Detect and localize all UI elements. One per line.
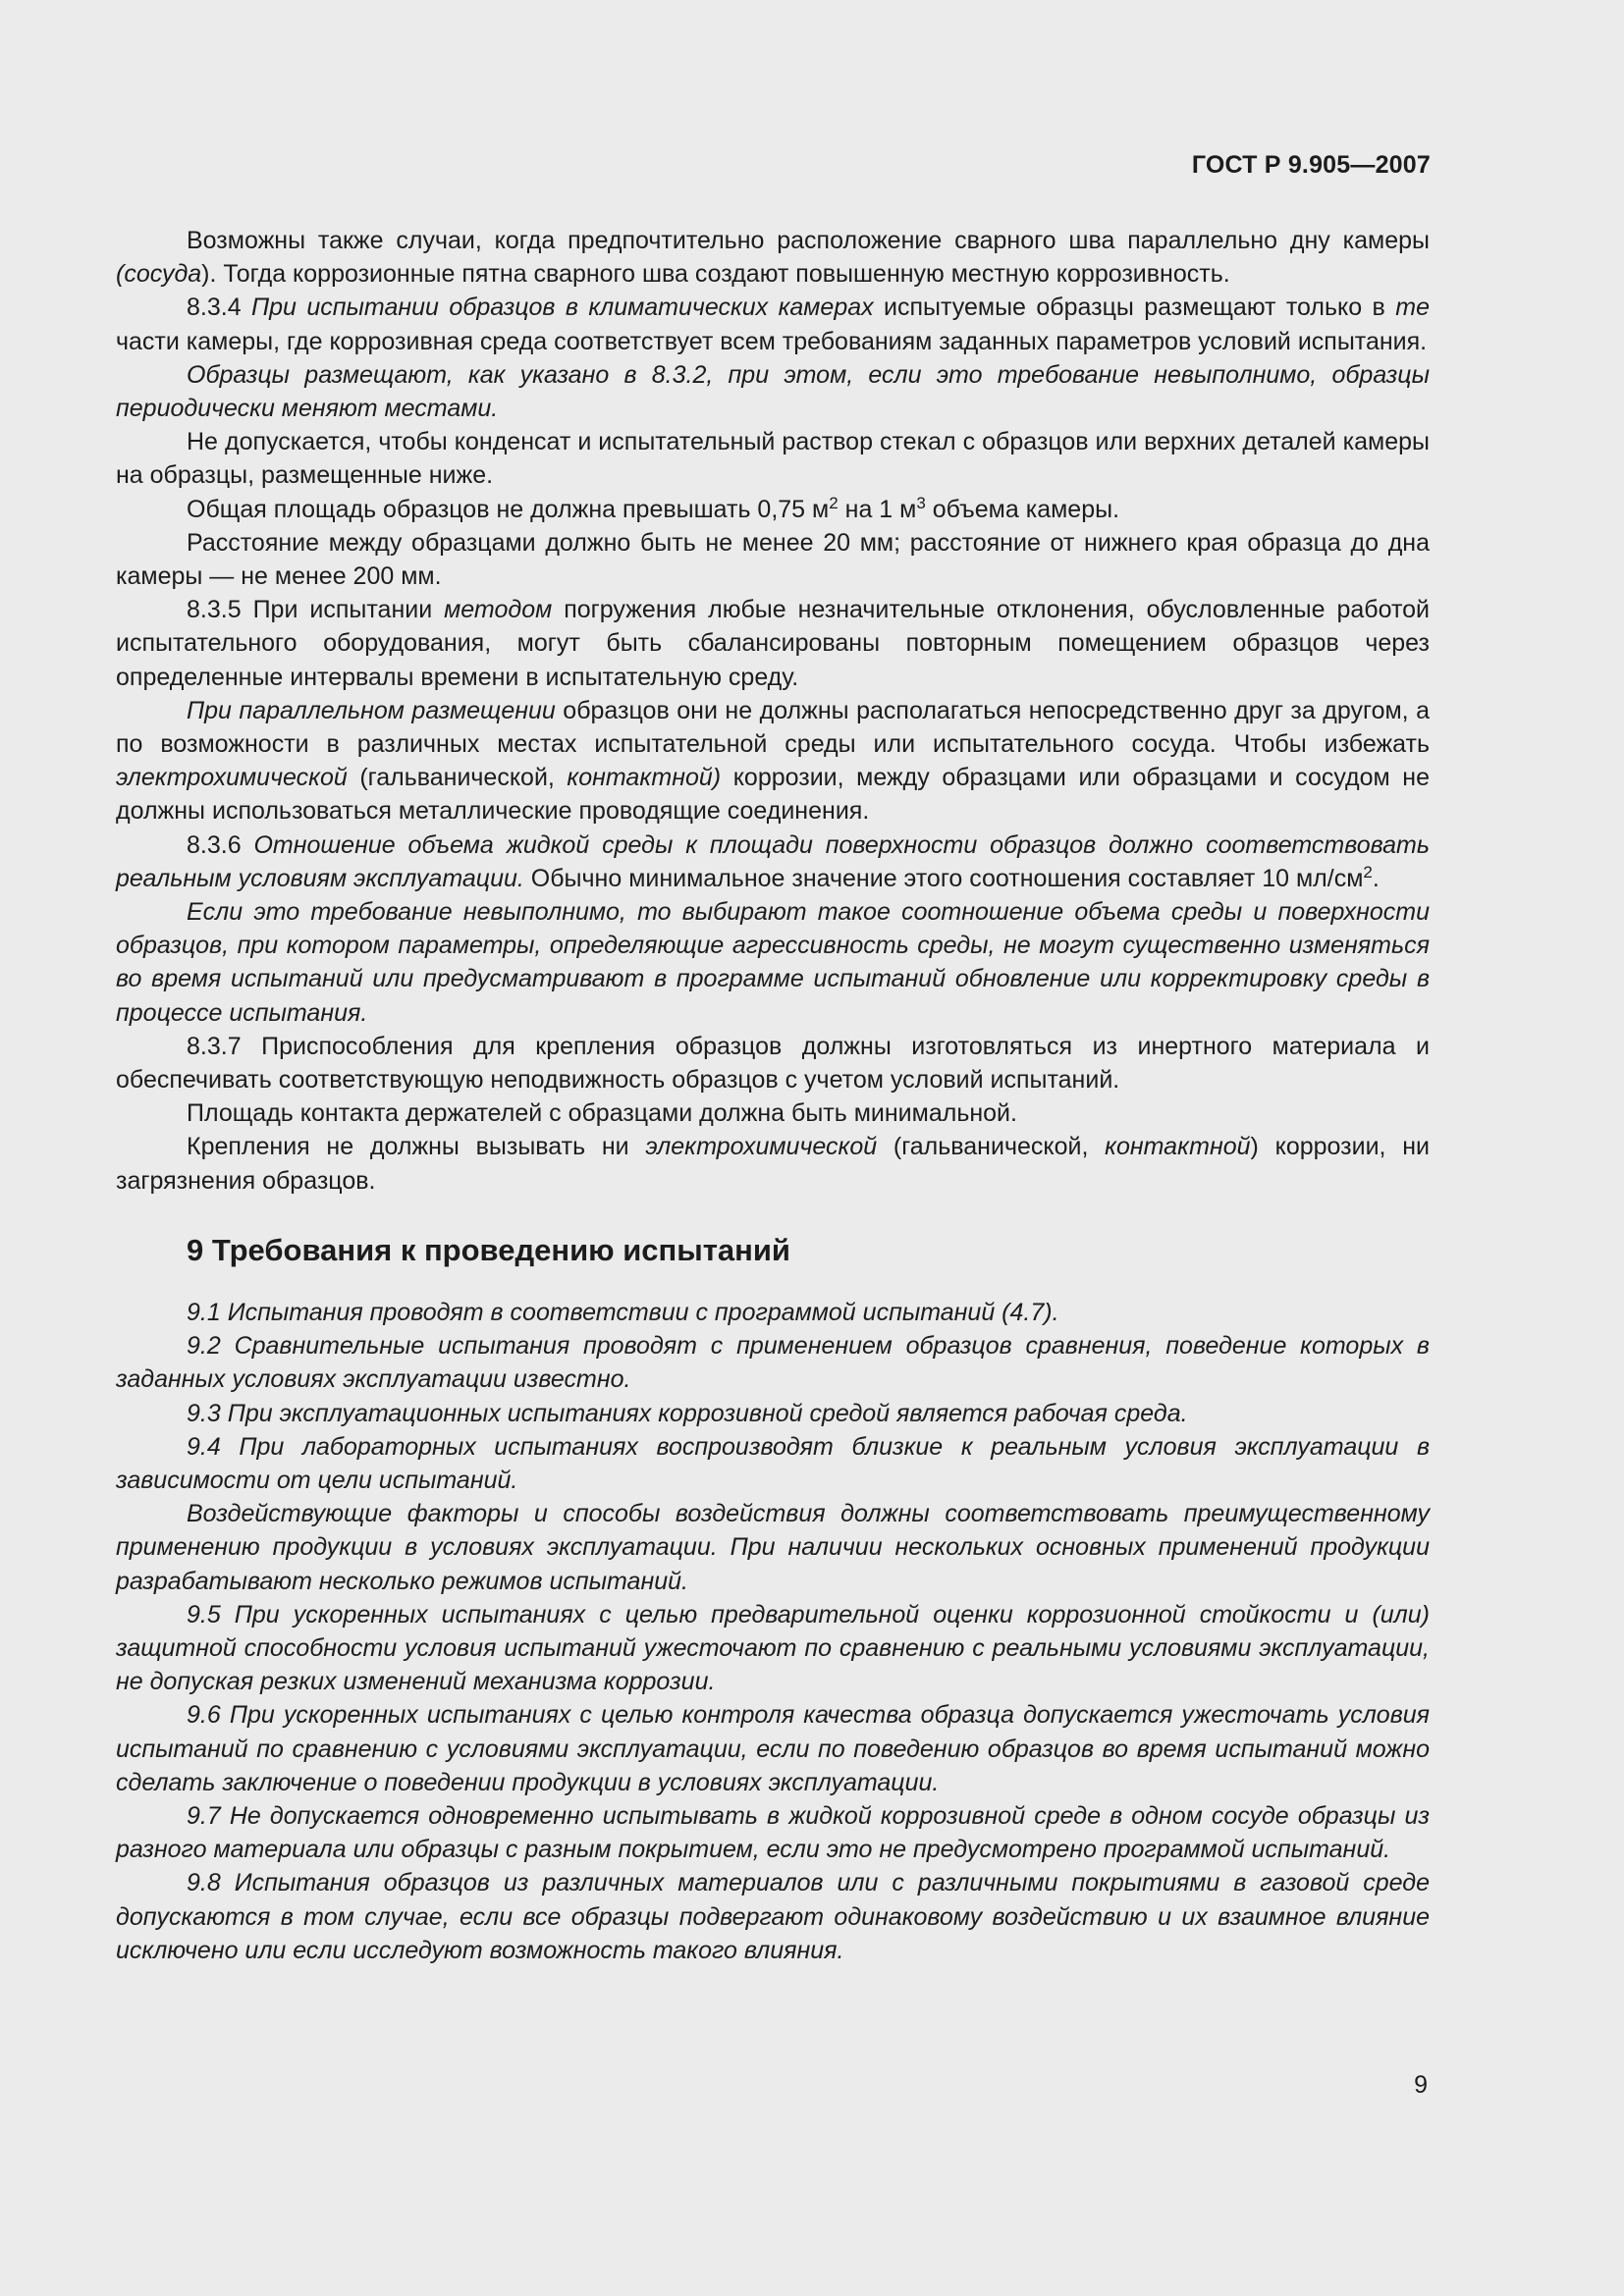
paragraph-8-3-4: 8.3.4 При испытании образцов в климатических камерах испытуемые образцы размещают только в те части камеры, где коррозивная среда соответствует всем требованиям заданных параметров условий испытания.: [116, 294, 1430, 355]
paragraph: Возможны также случаи, когда предпочтительно расположение сварного шва параллельно дну камеры (сосуда). Тогда коррозионные пятна сварного шва создают повышенную местную коррозивность.: [116, 227, 1430, 289]
paragraph: Образцы размещают, как указано в 8.3.2, при этом, если это требование невыполнимо, образцы периодически меняют местами.: [116, 360, 1430, 423]
paragraph: Если это требование невыполнимо, то выбирают такое соотношение объема среды и поверхности образцов, при котором параметры, определяющие агрессивность среды, не могут существенно изменяться во время испытаний или предусматривают в программе испытаний обновление или корректировку среды в процессе испытания.: [116, 898, 1430, 1027]
paragraph: При параллельном размещении образцов они не должны располагаться непосредственно друг за другом, а по возможности в различных местах испытательной среды или испытательного сосуда. Чтобы избежать электрохимической (гальванической, контактной) коррозии, между образцами или образцами и сосудом не должны использоваться металлические проводящие соединения.: [116, 696, 1430, 826]
paragraph-9-1: 9.1 Испытания проводят в соответствии с программой испытаний (4.7).: [187, 1298, 1059, 1326]
paragraph: Расстояние между образцами должно быть не менее 20 мм; расстояние от нижнего края образца до дна камеры — не менее 200 мм.: [116, 528, 1430, 591]
paragraph-9-5: 9.5 При ускоренных испытаниях с целью предварительной оценки коррозионной стойкости и (или) защитной способности условия испытаний ужесточают по сравнению с реальными условиями эксплуатации, не допуская резких изменений механизма коррозии.: [116, 1600, 1430, 1696]
paragraph-9-7: 9.7 Не допускается одновременно испытывать в жидкой коррозивной среде в одном сосуде образцы из разного материала или образцы с разным покрытием, если это не предусмотрено программой испытаний.: [116, 1801, 1430, 1864]
paragraph-9-6: 9.6 При ускоренных испытаниях с целью контроля качества образца допускается ужесточать условия испытаний по сравнению с условиями эксплуатации, если по поведению образцов во время испытаний можно сделать заключение о поведении продукции в условиях эксплуатации.: [116, 1701, 1430, 1796]
paragraph: Воздействующие факторы и способы воздействия должны соответствовать преимущественному применению продукции в условиях эксплуатации. При наличии нескольких основных применений продукции разрабатывают несколько режимов испытаний.: [116, 1500, 1430, 1595]
paragraph: Площадь контакта держателей с образцами должна быть минимальной.: [187, 1099, 1017, 1128]
paragraph-9-8: 9.8 Испытания образцов из различных материалов или с различными покрытиями в газовой среде допускаются в том случае, если все образцы подвергают одинаковому воздействию и их взаимное влияние исключено или если исследуют возможность такого влияния.: [116, 1869, 1430, 1964]
document-body: [116, 224, 1430, 1967]
paragraph-8-3-6: 8.3.6 Отношение объема жидкой среды к площади поверхности образцов должно соответствовать реальным условиям эксплуатации. Обычно минимальное значение этого соотношения составляет 10 $мл/см^2$.: [116, 830, 1430, 892]
paragraph-8-3-5: 8.3.5 При испытании методом погружения любые незначительные отклонения, обусловленные работой испытательного оборудования, могут быть сбалансированы повторным помещением образцов через определенные интервалы времени в испытательную среду.: [116, 596, 1430, 691]
paragraph-9-3: 9.3 При эксплуатационных испытаниях коррозивной средой является рабочая среда.: [187, 1399, 1188, 1427]
section-heading: 9 Требования к проведению испытаний: [187, 1232, 790, 1267]
paragraph-8-3-7: 8.3.7 Приспособления для крепления образцов должны изготовляться из инертного материала и обеспечивать соответствующую неподвижность образцов с учетом условий испытаний.: [116, 1032, 1430, 1095]
paragraph: Не допускается, чтобы конденсат и испытательный раствор стекал с образцов или верхних деталей камеры на образцы, размещенные ниже.: [116, 428, 1430, 490]
paragraph: Общая площадь образцов не должна превышать 0,75 $м^2$ на 1 $м^3$ объема камеры.: [187, 493, 1120, 523]
paragraph-9-4: 9.4 При лабораторных испытаниях воспроизводят близкие к реальным условия эксплуатации в зависимости от цели испытаний.: [116, 1432, 1430, 1494]
paragraph-9-2: 9.2 Сравнительные испытания проводят с применением образцов сравнения, поведение которых в заданных условиях эксплуатации известно.: [116, 1332, 1430, 1394]
document-header: ГОСТ Р 9.905—2007: [1191, 151, 1431, 179]
paragraph: Крепления не должны вызывать ни электрохимической (гальванической, контактной) коррозии, ни загрязнения образцов.: [116, 1133, 1430, 1195]
page-number: 9: [1414, 2071, 1428, 2099]
